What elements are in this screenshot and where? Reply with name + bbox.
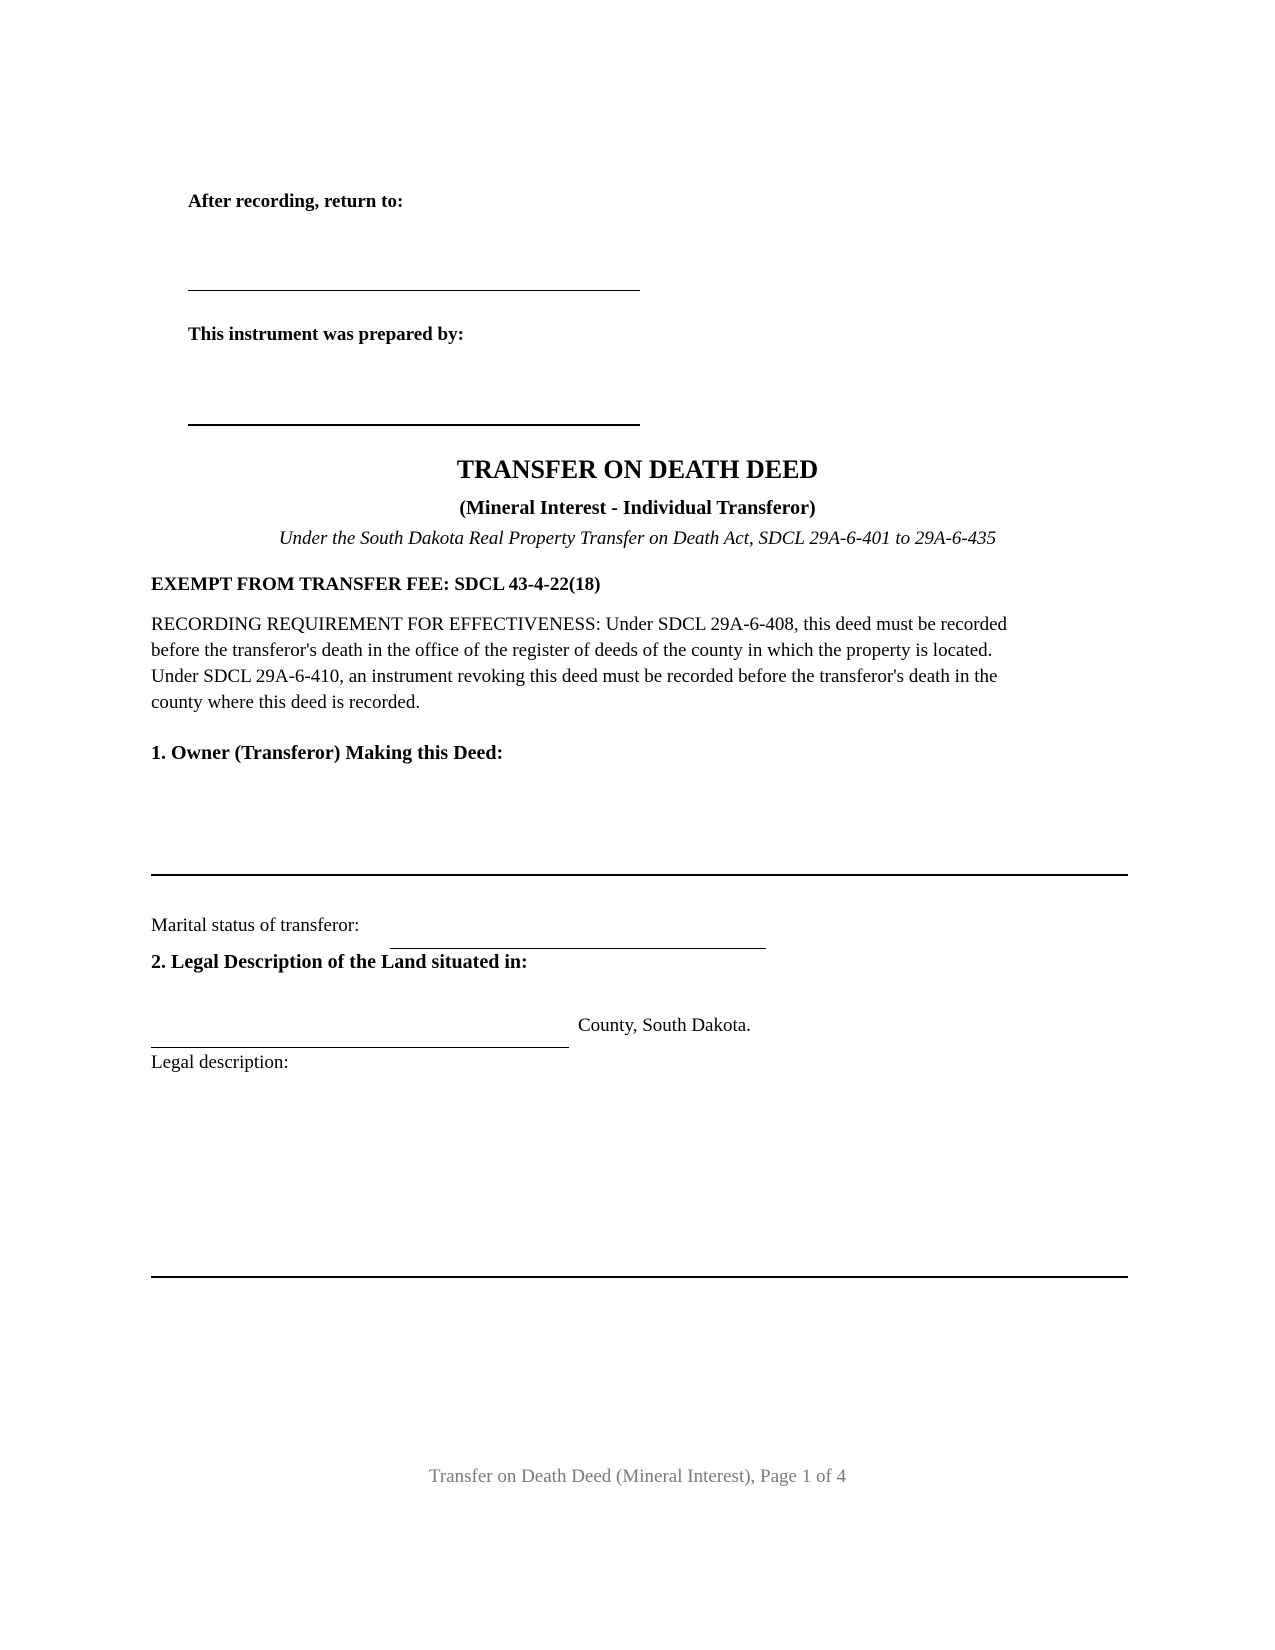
paragraph-line: RECORDING REQUIREMENT FOR EFFECTIVENESS: Under SDCL 29A-6-408, this deed must be recorded: [151, 614, 1008, 635]
county-suffix: County, South Dakota.: [578, 1015, 751, 1036]
county-field[interactable]: [151, 1047, 569, 1048]
return-to-label: After recording, return to:: [188, 191, 404, 212]
marital-status-label: Marital status of transferor:: [151, 915, 360, 936]
exempt-notice: EXEMPT FROM TRANSFER FEE: SDCL 43-4-22(18): [151, 574, 601, 595]
recording-requirement-paragraph: [151, 612, 1151, 716]
paragraph-line: county where this deed is recorded.: [151, 692, 421, 713]
marital-status-field[interactable]: [390, 948, 766, 949]
legal-description-label: Legal description:: [151, 1052, 289, 1073]
section2-heading: 2. Legal Description of the Land situated in:: [151, 951, 528, 973]
paragraph-line: Under SDCL 29A-6-410, an instrument revoking this deed must be recorded before the transferor's death in the: [151, 666, 998, 687]
prepared-by-field[interactable]: [188, 424, 640, 426]
return-to-field[interactable]: [188, 290, 640, 291]
paragraph-line: before the transferor's death in the office of the register of deeds of the county in which the property is located.: [151, 640, 993, 661]
statute-reference: Under the South Dakota Real Property Transfer on Death Act, SDCL 29A-6-401 to 29A-6-435: [278, 528, 997, 549]
section1-heading: 1. Owner (Transferor) Making this Deed:: [151, 742, 504, 764]
prepared-by-label: This instrument was prepared by:: [188, 324, 464, 345]
legal-description-field[interactable]: [151, 1276, 1128, 1278]
document-subtitle: (Mineral Interest - Individual Transferor): [459, 497, 816, 519]
page-footer: Transfer on Death Deed (Mineral Interest), Page 1 of 4: [428, 1466, 847, 1487]
transferor-name-field[interactable]: [151, 874, 1128, 876]
document-title: TRANSFER ON DEATH DEED: [456, 455, 819, 484]
